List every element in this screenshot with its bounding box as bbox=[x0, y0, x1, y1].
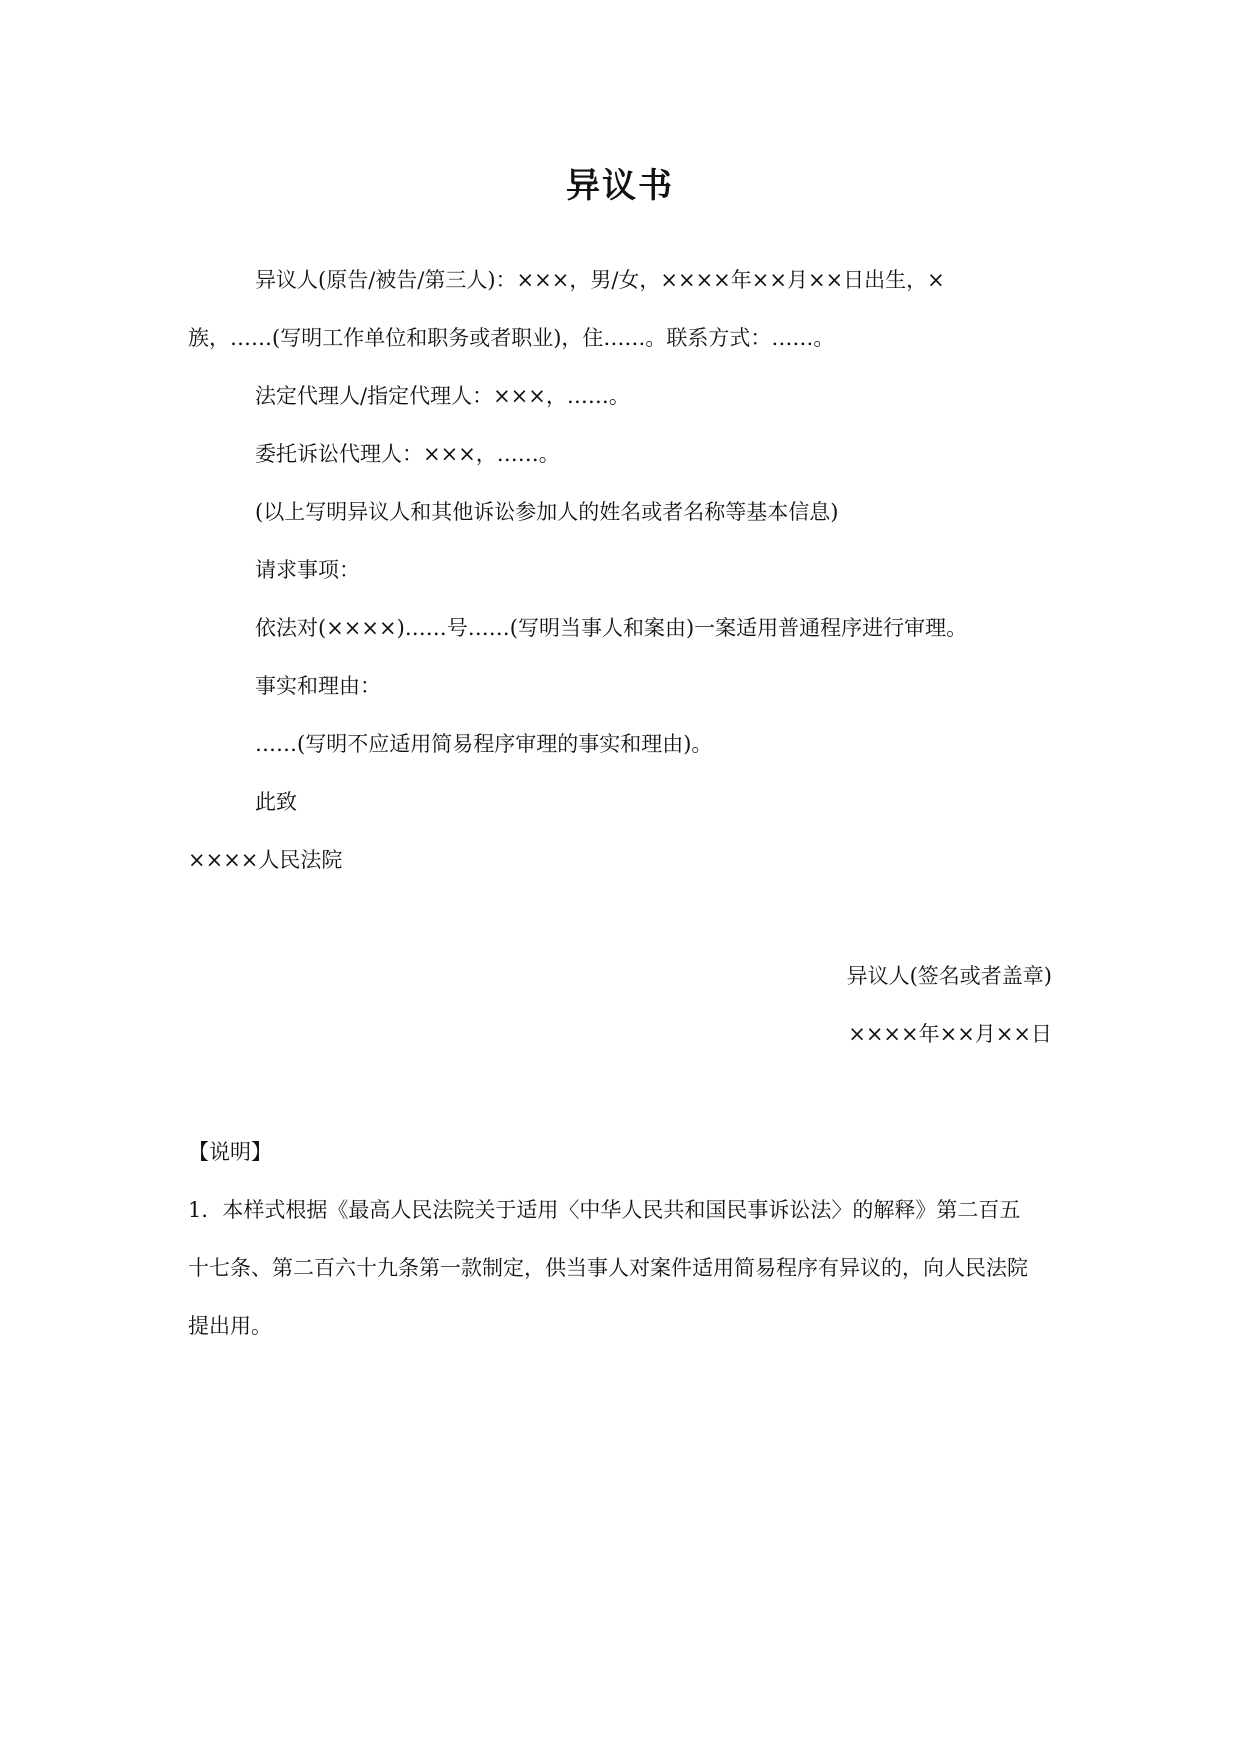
request-heading: 请求事项： bbox=[255, 558, 360, 582]
litigation-agent-line: 委托诉讼代理人：×××，……。 bbox=[255, 442, 560, 466]
explanation-line-3: 提出用。 bbox=[188, 1314, 272, 1338]
party-info-line-2: 族，……(写明工作单位和职务或者职业)，住……。联系方式：……。 bbox=[188, 326, 835, 350]
facts-text: ……(写明不应适用简易程序审理的事实和理由)。 bbox=[255, 732, 713, 756]
signer-line: 异议人(签名或者盖章) bbox=[846, 964, 1052, 988]
salutation: 此致 bbox=[255, 790, 297, 814]
explanation-line-2: 十七条、第二百六十九条第一款制定，供当事人对案件适用简易程序有异议的，向人民法院 bbox=[188, 1256, 1028, 1280]
explanation-heading: 【说明】 bbox=[188, 1140, 272, 1164]
facts-heading: 事实和理由： bbox=[255, 674, 381, 698]
date-line: ××××年××月××日 bbox=[848, 1022, 1052, 1046]
legal-representative-line: 法定代理人/指定代理人：×××，……。 bbox=[255, 384, 630, 408]
request-text: 依法对(××××)……号……(写明当事人和案由)一案适用普通程序进行审理。 bbox=[255, 616, 968, 640]
party-info-line-1: 异议人(原告/被告/第三人)：×××，男/女，××××年××月××日出生，× bbox=[255, 268, 945, 292]
document-title: 异议书 bbox=[566, 166, 674, 206]
explanation-line-1: 1．本样式根据《最高人民法院关于适用〈中华人民共和国民事诉讼法〉的解释》第二百五 bbox=[188, 1198, 1021, 1222]
court-name: ××××人民法院 bbox=[188, 848, 343, 872]
party-info-note: (以上写明异议人和其他诉讼参加人的姓名或者名称等基本信息) bbox=[255, 500, 839, 524]
